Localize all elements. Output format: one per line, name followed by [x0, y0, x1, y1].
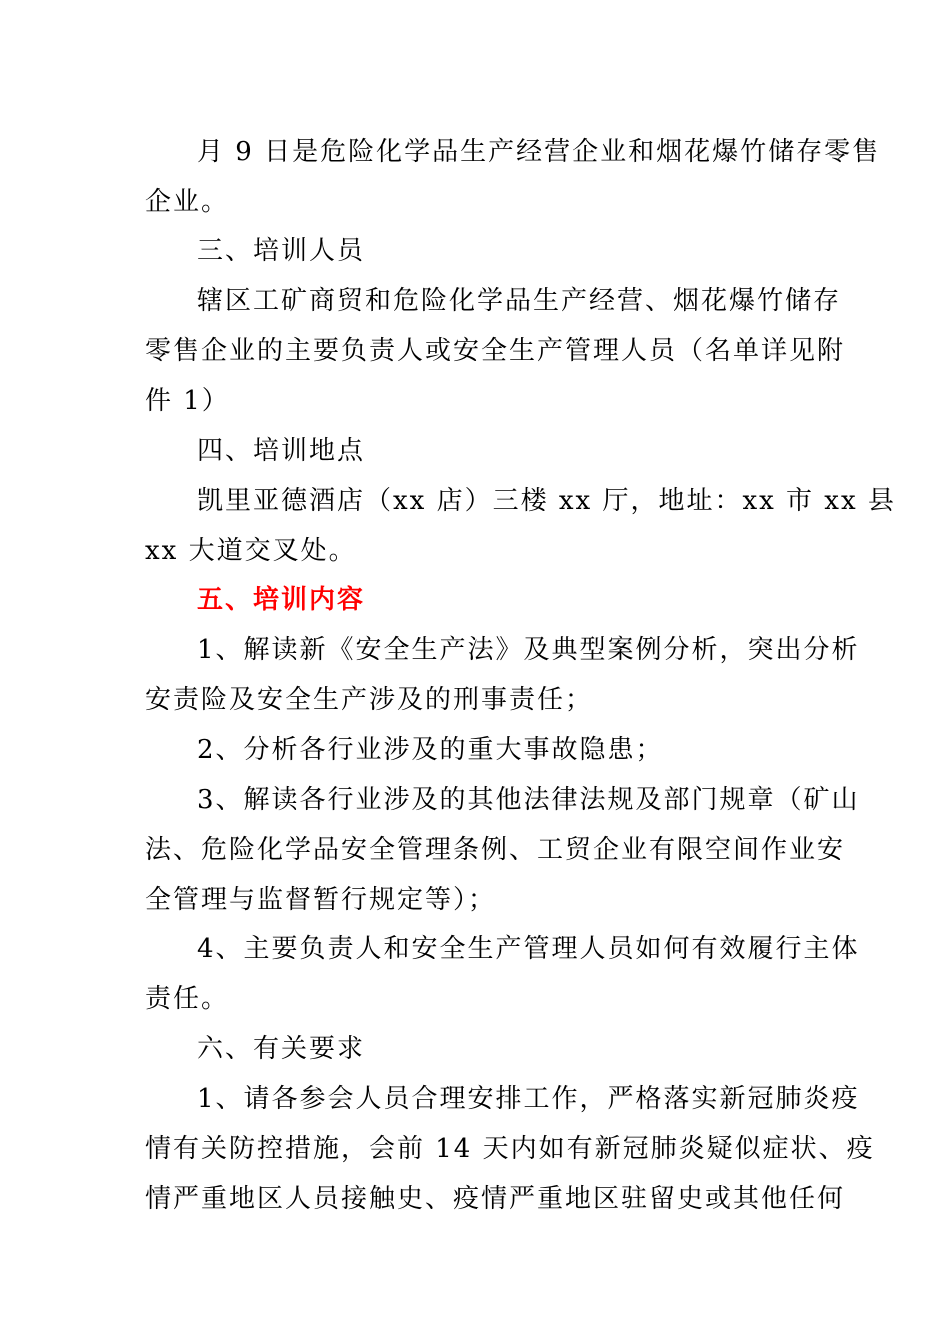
paragraph-line: xx 大道交叉处。 [145, 536, 357, 566]
list-item-line: 1、请各参会人员合理安排工作，严格落实新冠肺炎疫 [197, 1084, 860, 1114]
list-item-line: 情严重地区人员接触史、疫情严重地区驻留史或其他任何 [145, 1184, 846, 1214]
paragraph-line: 凯里亚德酒店（xx 店）三楼 xx 厅，地址：xx 市 xx 县 [197, 486, 896, 516]
list-item-line: 2、分析各行业涉及的重大事故隐患； [197, 735, 664, 765]
list-item-line: 全管理与监督暂行规定等）； [145, 885, 497, 915]
list-item-line: 情有关防控措施，会前 14 天内如有新冠肺炎疑似症状、疫 [145, 1134, 875, 1164]
list-item-line: 责任。 [145, 984, 230, 1014]
section-heading-personnel: 三、培训人员 [197, 236, 366, 266]
list-item-line: 4、主要负责人和安全生产管理人员如何有效履行主体 [197, 934, 860, 964]
paragraph-line: 月 9 日是危险化学品生产经营企业和烟花爆竹储存零售 [197, 137, 881, 167]
list-item-line: 1、解读新《安全生产法》及典型案例分析，突出分析 [197, 635, 860, 665]
list-item-line: 3、解读各行业涉及的其他法律法规及部门规章（矿山 [197, 785, 860, 815]
paragraph-line: 企业。 [145, 187, 230, 217]
section-heading-content: 五、培训内容 [197, 585, 366, 615]
paragraph-line: 零售企业的主要负责人或安全生产管理人员（名单详见附 [145, 336, 846, 366]
list-item-line: 法、危险化学品安全管理条例、工贸企业有限空间作业安 [145, 835, 846, 865]
list-item-line: 安责险及安全生产涉及的刑事责任； [145, 685, 594, 715]
paragraph-line: 辖区工矿商贸和危险化学品生产经营、烟花爆竹储存 [197, 286, 842, 316]
section-heading-requirements: 六、有关要求 [197, 1034, 366, 1064]
paragraph-line: 件 1） [145, 386, 230, 416]
section-heading-location: 四、培训地点 [197, 436, 366, 466]
